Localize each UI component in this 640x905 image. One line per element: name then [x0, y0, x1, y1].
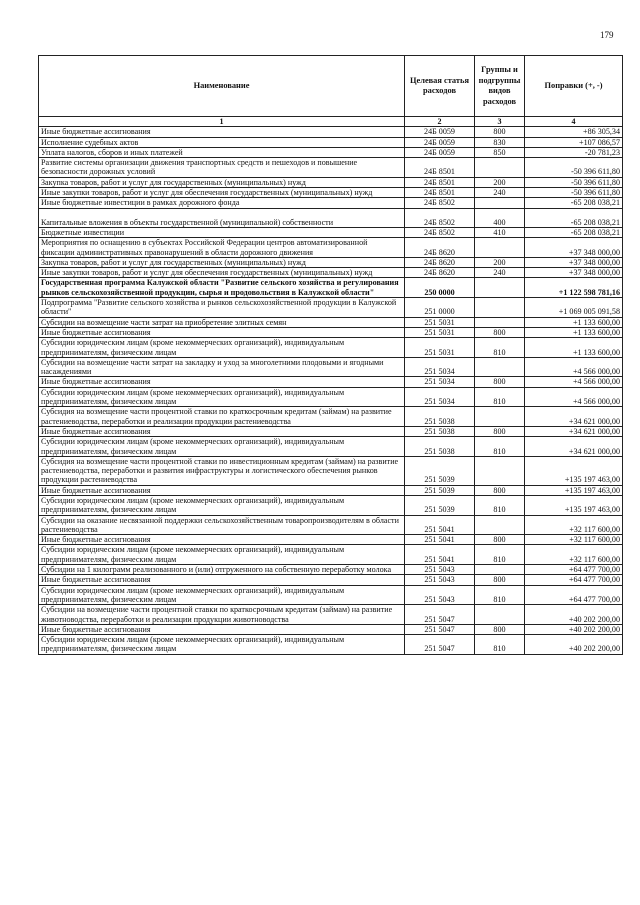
table-row — [39, 137, 623, 147]
row-target-code: 251 5038 — [405, 407, 475, 427]
row-target-code: 251 5047 — [405, 624, 475, 634]
table-row — [39, 437, 623, 457]
row-expense-group: 240 — [475, 268, 525, 278]
column-number: 2 — [405, 117, 475, 127]
row-amount: +34 621 000,00 — [525, 426, 623, 436]
table-row — [39, 158, 623, 178]
row-expense-group: 810 — [475, 437, 525, 457]
row-name: Развитие системы организации движения транспортных средств и пешеходов и повышение безопасности дорожных условий — [39, 158, 405, 178]
row-amount: +64 477 700,00 — [525, 575, 623, 585]
row-amount: +107 086,57 — [525, 137, 623, 147]
table-row — [39, 177, 623, 187]
row-amount: -50 396 611,80 — [525, 177, 623, 187]
row-name: Закупка товаров, работ и услуг для государственных (муниципальных) нужд — [39, 257, 405, 267]
row-name: Уплата налогов, сборов и иных платежей — [39, 147, 405, 157]
row-amount: +64 477 700,00 — [525, 565, 623, 575]
row-name: Субсидии на 1 килограмм реализованного и (или) отгруженного на собственную переработку молока — [39, 565, 405, 575]
row-expense-group: 800 — [475, 377, 525, 387]
row-name: Исполнение судебных актов — [39, 137, 405, 147]
table-row — [39, 278, 623, 298]
row-expense-group: 850 — [475, 147, 525, 157]
row-expense-group: 400 — [475, 208, 525, 227]
row-amount: +40 202 200,00 — [525, 624, 623, 634]
row-name: Иные закупки товаров, работ и услуг для обеспечения государственных (муниципальных) нужд — [39, 188, 405, 198]
row-amount: +86 305,34 — [525, 127, 623, 137]
row-amount: +1 133 600,00 — [525, 327, 623, 337]
row-amount: +37 348 000,00 — [525, 268, 623, 278]
table-row — [39, 198, 623, 208]
row-name: Субсидии на возмещение части затрат на закладку и уход за многолетними плодовыми и ягодными насаждениями — [39, 357, 405, 377]
table-row — [39, 377, 623, 387]
row-expense-group: 800 — [475, 624, 525, 634]
table-row — [39, 147, 623, 157]
table-row — [39, 407, 623, 427]
row-name: Субсидия на возмещение части процентной ставки по краткосрочным кредитам (займам) на развитие растениеводства, переработки и реализации продукции растениеводства — [39, 407, 405, 427]
header-expense-group: Группы и подгруппы видов расходов — [475, 56, 525, 117]
row-amount: +37 348 000,00 — [525, 257, 623, 267]
row-name: Государственная программа Калужской области "Развитие сельского хозяйства и регулирования рынков сельскохозяйственной продукции, сырья и продовольствия в Калужской области" — [39, 278, 405, 298]
row-expense-group: 200 — [475, 257, 525, 267]
row-name: Субсидии юридическим лицам (кроме некоммерческих организаций), индивидуальным предпринимателям, физическим лицам — [39, 635, 405, 655]
row-amount: +1 133 600,00 — [525, 317, 623, 327]
row-target-code: 251 5047 — [405, 605, 475, 625]
row-name: Субсидии юридическим лицам (кроме некоммерческих организаций), индивидуальным предпринимателям, физическим лицам — [39, 437, 405, 457]
table-row — [39, 565, 623, 575]
row-name: Бюджетные инвестиции — [39, 227, 405, 237]
row-amount: -65 208 038,21 — [525, 227, 623, 237]
row-target-code: 251 5039 — [405, 495, 475, 515]
row-name: Иные бюджетные ассигнования — [39, 485, 405, 495]
row-amount: +4 566 000,00 — [525, 377, 623, 387]
table-row — [39, 456, 623, 485]
row-amount: -50 396 611,80 — [525, 188, 623, 198]
row-amount: +40 202 200,00 — [525, 635, 623, 655]
column-number-row — [39, 117, 623, 127]
budget-amendments-table — [38, 55, 623, 655]
table-header-row — [39, 56, 623, 117]
row-expense-group: 810 — [475, 585, 525, 605]
row-name: Мероприятия по оснащению в субъектах Российской Федерации центров автоматизированной фиксации административных правонарушений в области дорожного движения — [39, 238, 405, 258]
row-name: Подпрограмма "Развитие сельского хозяйства и рынков сельскохозяйственной продукции в Калужской области" — [39, 298, 405, 318]
row-target-code: 24Б 8502 — [405, 198, 475, 208]
row-expense-group — [475, 198, 525, 208]
row-expense-group — [475, 298, 525, 318]
row-target-code: 250 0000 — [405, 278, 475, 298]
row-name: Субсидии юридическим лицам (кроме некоммерческих организаций), индивидуальным предпринимателям, физическим лицам — [39, 387, 405, 407]
row-expense-group — [475, 317, 525, 327]
row-expense-group — [475, 357, 525, 377]
row-name: Субсидия на возмещение части процентной ставки по инвестиционным кредитам (займам) на развитие растениеводства, переработки и развития инфраструктуры и логистического обеспечения рынков продукции растениеводства — [39, 456, 405, 485]
row-target-code: 251 5038 — [405, 426, 475, 436]
table-row — [39, 635, 623, 655]
row-amount: +32 117 600,00 — [525, 535, 623, 545]
row-name: Иные бюджетные ассигнования — [39, 426, 405, 436]
row-amount: +1 122 598 781,16 — [525, 278, 623, 298]
table-row — [39, 495, 623, 515]
row-name: Закупка товаров, работ и услуг для государственных (муниципальных) нужд — [39, 177, 405, 187]
row-expense-group — [475, 158, 525, 178]
row-target-code: 251 5034 — [405, 387, 475, 407]
row-expense-group — [475, 278, 525, 298]
row-name: Иные бюджетные ассигнования — [39, 327, 405, 337]
row-amount: -65 208 038,21 — [525, 208, 623, 227]
row-expense-group: 810 — [475, 545, 525, 565]
row-amount: -65 208 038,21 — [525, 198, 623, 208]
table-row — [39, 298, 623, 318]
row-expense-group: 200 — [475, 177, 525, 187]
row-target-code: 24Б 8620 — [405, 257, 475, 267]
row-expense-group: 800 — [475, 575, 525, 585]
table-row — [39, 268, 623, 278]
row-name: Субсидии юридическим лицам (кроме некоммерческих организаций), индивидуальным предпринимателям, физическим лицам — [39, 545, 405, 565]
column-number: 1 — [39, 117, 405, 127]
row-amount: -20 781,23 — [525, 147, 623, 157]
row-target-code: 24Б 0059 — [405, 127, 475, 137]
table-row — [39, 426, 623, 436]
row-expense-group: 810 — [475, 387, 525, 407]
row-target-code: 251 5039 — [405, 456, 475, 485]
table-row — [39, 357, 623, 377]
table-row — [39, 545, 623, 565]
row-target-code: 251 5031 — [405, 327, 475, 337]
row-name: Капитальные вложения в объекты государственной (муниципальной) собственности — [39, 208, 405, 227]
table-row — [39, 327, 623, 337]
row-expense-group: 800 — [475, 327, 525, 337]
row-target-code: 24Б 8502 — [405, 227, 475, 237]
row-name: Субсидии юридическим лицам (кроме некоммерческих организаций), индивидуальным предпринимателям, физическим лицам — [39, 495, 405, 515]
table-row — [39, 624, 623, 634]
row-name: Иные бюджетные ассигнования — [39, 624, 405, 634]
row-expense-group: 800 — [475, 426, 525, 436]
table-row — [39, 257, 623, 267]
row-name: Иные бюджетные инвестиции в рамках дорожного фонда — [39, 198, 405, 208]
row-target-code: 24Б 8501 — [405, 188, 475, 198]
row-amount: +37 348 000,00 — [525, 238, 623, 258]
row-name: Иные бюджетные ассигнования — [39, 127, 405, 137]
table-row — [39, 485, 623, 495]
row-target-code: 251 5031 — [405, 338, 475, 358]
table-row — [39, 338, 623, 358]
row-expense-group: 240 — [475, 188, 525, 198]
table-row — [39, 515, 623, 535]
row-expense-group: 810 — [475, 635, 525, 655]
row-name: Субсидии юридическим лицам (кроме некоммерческих организаций), индивидуальным предпринимателям, физическим лицам — [39, 585, 405, 605]
row-expense-group — [475, 238, 525, 258]
column-number: 4 — [525, 117, 623, 127]
row-target-code: 251 5043 — [405, 575, 475, 585]
table-row — [39, 317, 623, 327]
header-target-article: Целевая статья расходов — [405, 56, 475, 117]
row-amount: -50 396 611,80 — [525, 158, 623, 178]
row-name: Иные бюджетные ассигнования — [39, 575, 405, 585]
table-row — [39, 605, 623, 625]
header-amendments: Поправки (+, -) — [525, 56, 623, 117]
table-row — [39, 575, 623, 585]
row-target-code: 251 5041 — [405, 545, 475, 565]
row-target-code: 251 5047 — [405, 635, 475, 655]
row-expense-group: 810 — [475, 495, 525, 515]
row-amount: +32 117 600,00 — [525, 515, 623, 535]
row-name: Субсидии на возмещение части затрат на приобретение элитных семян — [39, 317, 405, 327]
row-expense-group: 810 — [475, 338, 525, 358]
table-row — [39, 188, 623, 198]
table-row — [39, 127, 623, 137]
table-row — [39, 585, 623, 605]
row-amount: +4 566 000,00 — [525, 387, 623, 407]
row-amount: +1 069 005 091,58 — [525, 298, 623, 318]
table-row — [39, 227, 623, 237]
row-target-code: 251 5043 — [405, 565, 475, 575]
row-expense-group: 830 — [475, 137, 525, 147]
row-expense-group — [475, 407, 525, 427]
row-target-code: 251 5041 — [405, 535, 475, 545]
row-amount: +34 621 000,00 — [525, 407, 623, 427]
row-expense-group — [475, 515, 525, 535]
row-amount: +1 133 600,00 — [525, 338, 623, 358]
row-name: Субсидии на оказание несвязанной поддержки сельскохозяйственным товаропроизводителям в области растениеводства — [39, 515, 405, 535]
row-target-code: 251 5034 — [405, 357, 475, 377]
row-amount: +135 197 463,00 — [525, 456, 623, 485]
page-number: 179 — [600, 30, 614, 40]
row-amount: +32 117 600,00 — [525, 545, 623, 565]
row-expense-group: 800 — [475, 127, 525, 137]
row-target-code: 24Б 0059 — [405, 137, 475, 147]
row-target-code: 251 5041 — [405, 515, 475, 535]
column-number: 3 — [475, 117, 525, 127]
row-amount: +40 202 200,00 — [525, 605, 623, 625]
table-row — [39, 387, 623, 407]
row-expense-group — [475, 456, 525, 485]
row-amount: +135 197 463,00 — [525, 485, 623, 495]
row-target-code: 24Б 8501 — [405, 158, 475, 178]
row-name: Субсидии юридическим лицам (кроме некоммерческих организаций), индивидуальным предпринимателям, физическим лицам — [39, 338, 405, 358]
row-target-code: 251 5031 — [405, 317, 475, 327]
row-amount: +135 197 463,00 — [525, 495, 623, 515]
row-target-code: 251 5039 — [405, 485, 475, 495]
row-expense-group: 800 — [475, 535, 525, 545]
row-name: Иные закупки товаров, работ и услуг для обеспечения государственных (муниципальных) нужд — [39, 268, 405, 278]
row-expense-group: 410 — [475, 227, 525, 237]
row-amount: +64 477 700,00 — [525, 585, 623, 605]
row-target-code: 251 5038 — [405, 437, 475, 457]
row-target-code: 24Б 0059 — [405, 147, 475, 157]
row-name: Субсидии на возмещение части процентной ставки по краткосрочным кредитам (займам) на развитие животноводства, переработки и реализации продукции животноводства — [39, 605, 405, 625]
row-target-code: 251 5034 — [405, 377, 475, 387]
table-row — [39, 535, 623, 545]
table-body — [39, 127, 623, 654]
row-target-code: 24Б 8620 — [405, 238, 475, 258]
header-name: Наименование — [39, 56, 405, 117]
table-row — [39, 208, 623, 227]
row-target-code: 251 0000 — [405, 298, 475, 318]
row-target-code: 24Б 8620 — [405, 268, 475, 278]
row-amount: +34 621 000,00 — [525, 437, 623, 457]
row-expense-group — [475, 605, 525, 625]
row-name: Иные бюджетные ассигнования — [39, 535, 405, 545]
row-target-code: 251 5043 — [405, 585, 475, 605]
row-name: Иные бюджетные ассигнования — [39, 377, 405, 387]
table-row — [39, 238, 623, 258]
row-target-code: 24Б 8502 — [405, 208, 475, 227]
row-expense-group: 800 — [475, 485, 525, 495]
row-target-code: 24Б 8501 — [405, 177, 475, 187]
row-expense-group — [475, 565, 525, 575]
row-amount: +4 566 000,00 — [525, 357, 623, 377]
